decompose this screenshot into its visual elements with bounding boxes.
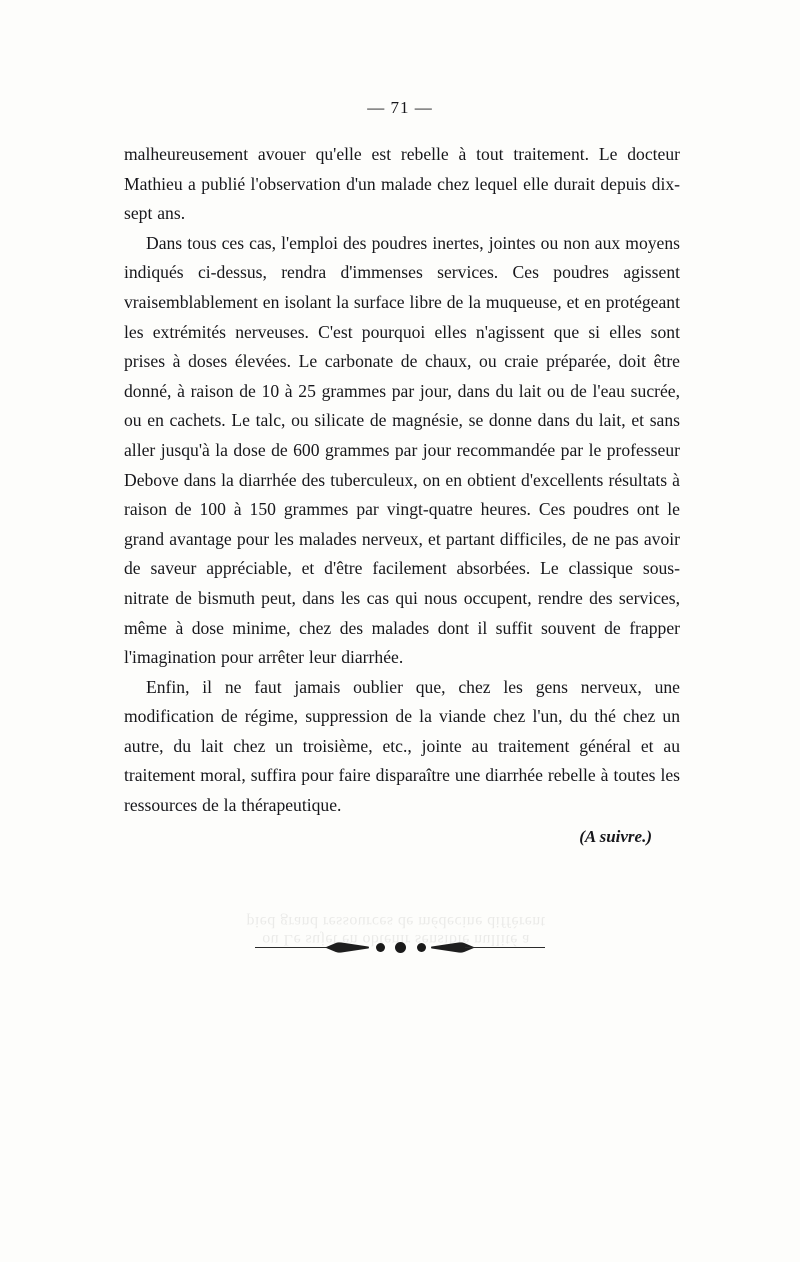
- paragraph: malheureusement avouer qu'elle est rebelle à tout traitement. Le docteur Mathieu a publié l'observation d'un malade chez lequel elle durait depuis dix-sept ans.: [124, 144, 680, 224]
- decorative-rule: [0, 930, 800, 966]
- page-number: — 71 —: [367, 98, 433, 117]
- paragraph: Dans tous ces cas, l'emploi des poudres inertes, jointes ou non aux moyens indiqués ci-dessus, rendra d'immenses services. Ces poudres agissent vraisemblablement en isolant la surface libre de la muqueuse, et en protégeant les extrémités nerveuses. C'est pourquoi elles n'agissent que si elles sont prises à doses élevées. Le carbonate de chaux, ou craie préparée, doit être donné, à raison de 10 à 25 grammes par jour, dans du lait ou de l'eau sucrée, ou en cachets. Le talc, ou silicate de magnésie, se donne dans du lait, et sans aller jusqu'à la dose de 600 grammes par jour recommandée par le professeur Debove dans la diarrhée des tuberculeux, on en obtient d'excellents résultats à raison de 100 à 150 grammes par vingt-quatre heures. Ces poudres ont le grand avantage pour les malades nerveux, et partant difficiles, de ne pas avoir de saveur appréciable, et d'être facilement absorbées. Le classique sous-nitrate de bismuth peut, dans les cas qui nous occupent, rendre des services, même à dose minime, chez des malades dont il suffit souvent de frapper l'imagination pour arrêter leur diarrhée.: [124, 232, 680, 668]
- dot-left-icon: [376, 943, 385, 952]
- dot-right-icon: [417, 943, 426, 952]
- rule-line-right: [465, 947, 545, 948]
- dot-center-icon: [395, 942, 406, 953]
- rule-line-left: [255, 947, 335, 948]
- body-text-column: [124, 140, 680, 847]
- leaf-left-icon: [325, 942, 369, 953]
- paragraph: Enfin, il ne faut jamais oublier que, chez les gens nerveux, une modification de régime, suppression de la viande chez l'un, du thé chez un autre, du lait chez un troisième, etc., jointe au traitement général et au traitement moral, suffira pour faire disparaître une diarrhée rebelle à toutes les ressources de la thérapeutique.: [124, 676, 680, 816]
- show-through-text: ou Le sujet en obtenir sensible nullité a pied grand ressources de médecine diffèrent: [246, 913, 546, 948]
- continuation-note: (A suivre.): [579, 826, 652, 846]
